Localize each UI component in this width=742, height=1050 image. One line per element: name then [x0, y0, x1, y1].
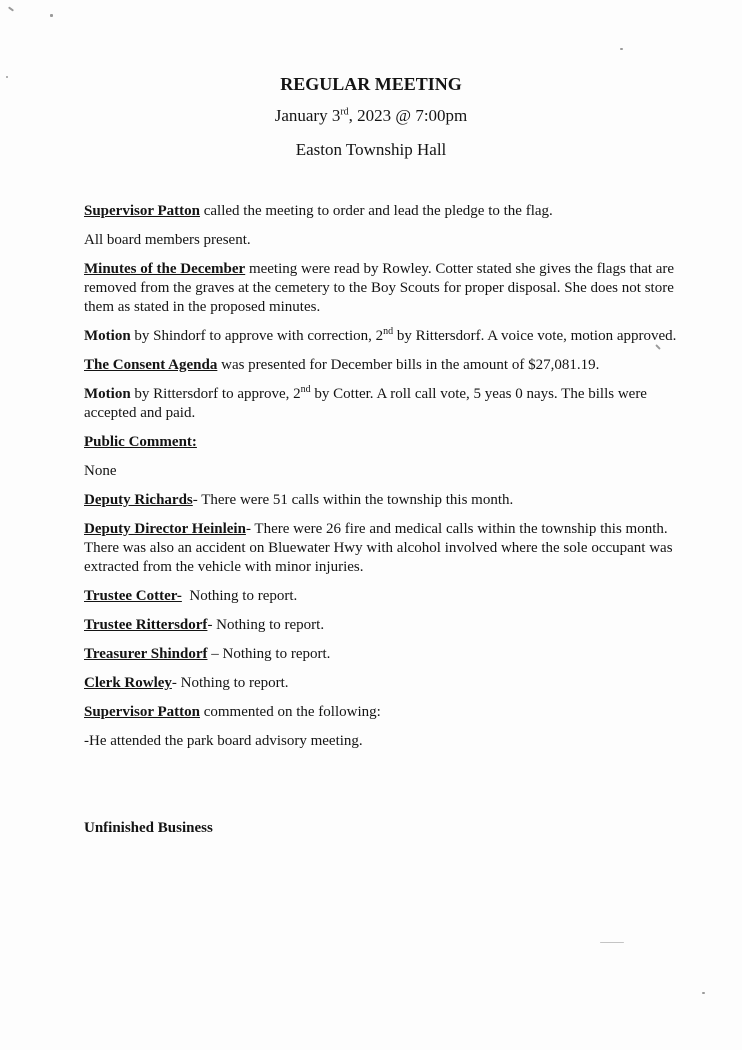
scan-speck [8, 6, 14, 11]
scan-speck [620, 48, 623, 50]
paragraph-text: - Nothing to report. [207, 617, 325, 633]
date-superscript: rd [340, 106, 349, 118]
paragraph-text: - There were 26 fire and medical calls within the township this month. There was also an accident on Bluewater Hwy with alcohol involved where the sole occupant was extracted from the vehicle with minor injuries. [84, 521, 673, 575]
speaker-label: Trustee Rittersdorf [84, 617, 208, 633]
scan-speck [702, 992, 705, 994]
paragraph-fire-report [84, 520, 684, 577]
minutes-body [84, 202, 684, 848]
section-label: The Consent Agenda [84, 357, 218, 373]
paragraph-text: – Nothing to report. [207, 646, 331, 662]
paragraph-text: All board members present. [84, 232, 251, 248]
speaker-label: Supervisor Patton [84, 203, 200, 219]
paragraph-consent-agenda [84, 356, 684, 375]
paragraph-text: -He attended the park board advisory meeting. [84, 733, 363, 749]
speaker-label: Deputy Director Heinlein [84, 521, 246, 537]
spacer [84, 761, 684, 819]
speaker-label: Trustee Cotter- [84, 588, 182, 604]
paragraph-text: - Nothing to report. [171, 675, 289, 691]
paragraph-public-comment [84, 433, 684, 452]
ordinal-superscript: nd [300, 384, 311, 395]
paragraph-supervisor-comments [84, 703, 684, 722]
meeting-venue: Easton Township Hall [295, 140, 447, 159]
speaker-label: Treasurer Shindorf [84, 646, 208, 662]
motion-label: Motion [84, 386, 131, 402]
paragraph-text: commented on the following: [199, 704, 381, 720]
meeting-date [0, 106, 742, 126]
paragraph-motion-bills [84, 385, 684, 423]
paragraph-trustee-rittersdorf [84, 616, 684, 635]
speaker-label: Clerk Rowley [84, 675, 172, 691]
section-label: Minutes of the December [84, 261, 246, 277]
motion-label: Motion [84, 328, 131, 344]
paragraph-call-to-order [84, 202, 684, 221]
paragraph-text: by Shindorf to approve with correction, 2 [130, 328, 384, 344]
paragraph-supervisor-item [84, 732, 684, 751]
paragraph-public-comment-none [84, 462, 684, 481]
paragraph-treasurer [84, 645, 684, 664]
paragraph-unfinished-business [84, 819, 684, 838]
scan-speck [600, 942, 624, 943]
paragraph-text: by Cotter. A roll call vote, 5 yeas 0 nays. The bills were accepted and paid. [84, 386, 647, 421]
paragraph-text: meeting were read by Rowley. Cotter stated she gives the flags that are removed from the graves at the cemetery to the Boy Scouts for proper disposal. She does not store them as stated in the proposed minutes. [84, 261, 675, 315]
date-text: January 3 [274, 106, 341, 125]
paragraph-text: was presented for December bills in the amount of $27,081.19. [217, 357, 600, 373]
date-time-text: , 2023 @ 7:00pm [348, 106, 468, 125]
paragraph-attendance [84, 231, 684, 250]
paragraph-text: None [84, 463, 117, 479]
paragraph-deputy-report [84, 491, 684, 510]
paragraph-motion-minutes [84, 327, 684, 346]
paragraph-trustee-cotter [84, 587, 684, 606]
section-label: Public Comment: [84, 434, 197, 450]
speaker-label: Supervisor Patton [84, 704, 200, 720]
scan-speck [50, 14, 53, 17]
speaker-label: Deputy Richards [84, 492, 193, 508]
document-title: REGULAR MEETING [280, 74, 462, 94]
paragraph-text: by Rittersdorf. A voice vote, motion approved. [393, 328, 677, 344]
paragraph-text: - There were 51 calls within the township this month. [192, 492, 514, 508]
paragraph-clerk [84, 674, 684, 693]
paragraph-text: Nothing to report. [181, 588, 298, 604]
paragraph-text: by Rittersdorf to approve, 2 [130, 386, 301, 402]
paragraph-text: called the meeting to order and lead the pledge to the flag. [199, 203, 553, 219]
paragraph-minutes-review [84, 260, 684, 317]
ordinal-superscript: nd [383, 326, 394, 337]
section-heading: Unfinished Business [84, 820, 213, 836]
